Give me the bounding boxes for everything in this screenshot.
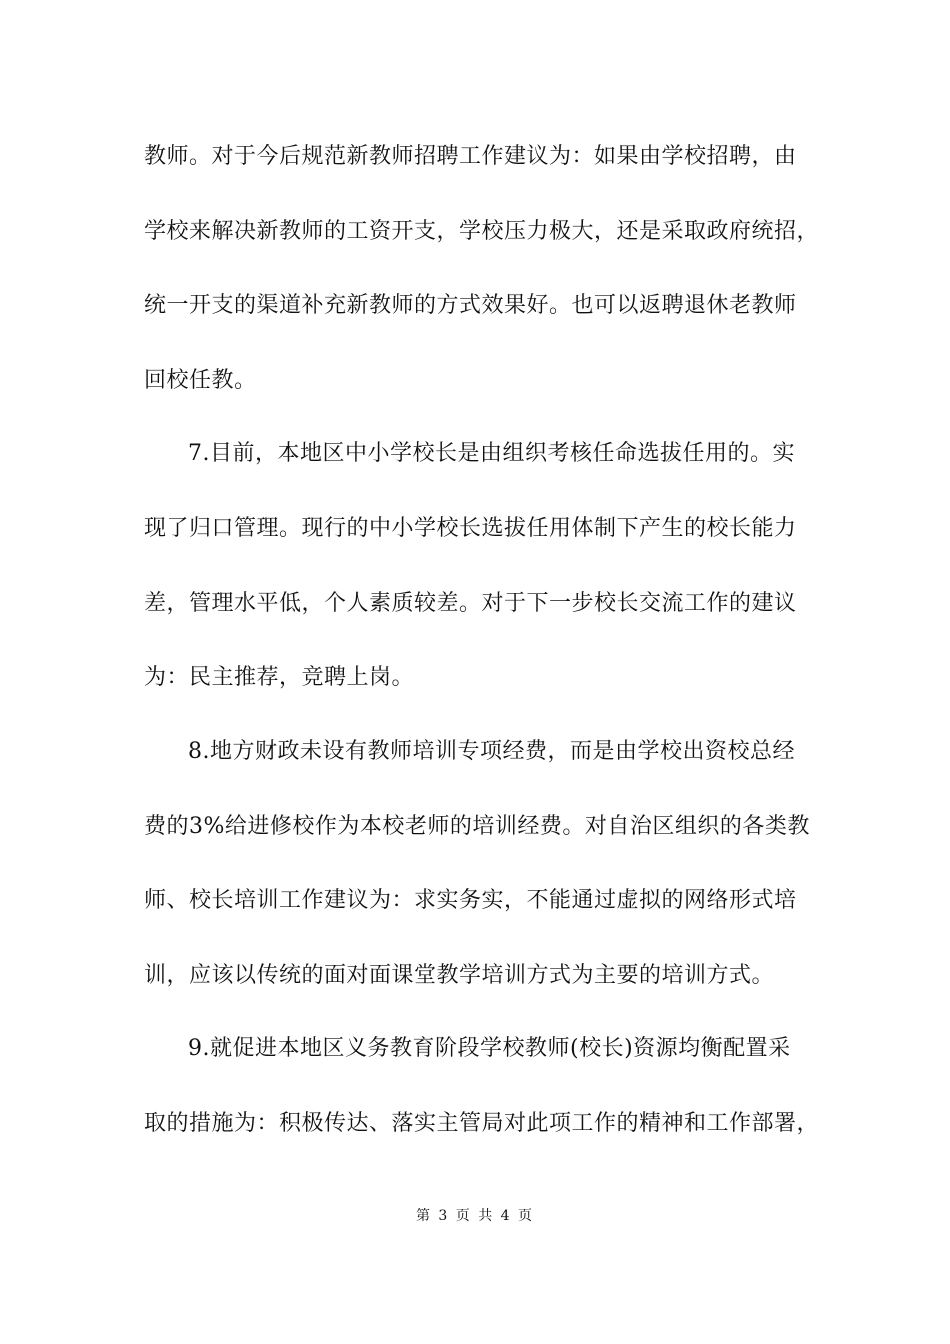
paragraph-9-line-2: 取的措施为：积极传达、落实主管局对此项工作的精神和工作部署， [144,1111,820,1136]
text-line-3: 统一开支的渠道补充新教师的方式效果好。也可以返聘退休老教师 [144,293,797,318]
paragraph-8-line-4: 训，应该以传统的面对面课堂教学培训方式为主要的培训方式。 [144,963,775,988]
paragraph-7-line-1: 7.目前，本地区中小学校长是由组织考核任命选拔任用的。实 [188,441,795,466]
text-line-4: 回校任教。 [144,368,257,393]
paragraph-8-line-3: 师、校长培训工作建议为：求实务实，不能通过虚拟的网络形式培 [144,888,797,913]
paragraph-8-line-2: 费的3%给进修校作为本校老师的培训经费。对自治区组织的各类教 [144,814,810,839]
paragraph-7-line-2: 现了归口管理。现行的中小学校长选拔任用体制下产生的校长能力 [144,516,797,541]
paragraph-9-line-1: 9.就促进本地区义务教育阶段学校教师(校长)资源均衡配置采 [188,1036,791,1061]
text-line-2: 学校来解决新教师的工资开支，学校压力极大，还是采取政府统招， [144,219,820,244]
page-number-footer: 第 3 页 共 4 页 [415,1208,535,1224]
text-line-1: 教师。对于今后规范新教师招聘工作建议为：如果由学校招聘，由 [144,144,797,169]
paragraph-7-line-3: 差，管理水平低，个人素质较差。对于下一步校长交流工作的建议 [144,591,797,616]
paragraph-8-line-1: 8.地方财政未设有教师培训专项经费，而是由学校出资校总经 [188,739,795,764]
paragraph-7-line-4: 为：民主推荐，竞聘上岗。 [144,665,415,690]
